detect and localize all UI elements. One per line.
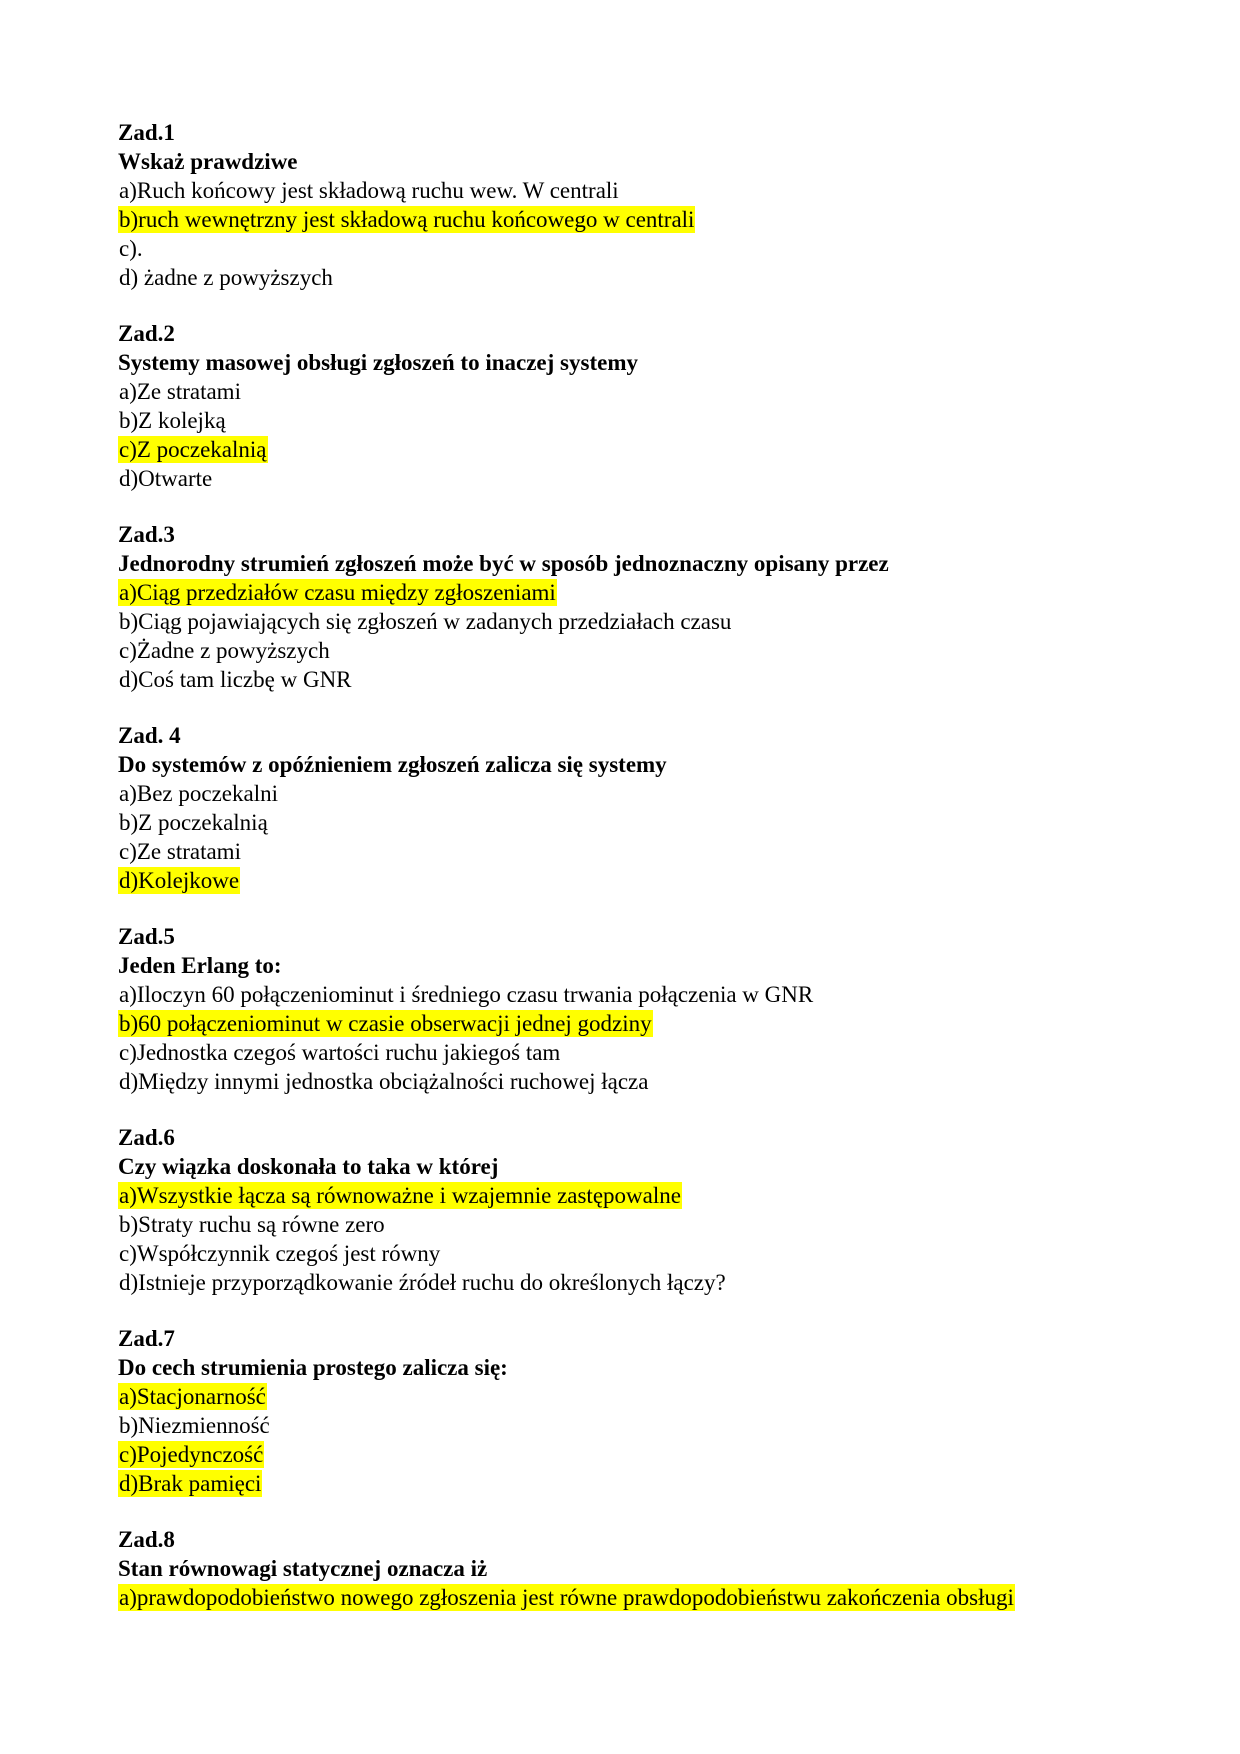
answer-option-highlighted (118, 435, 1118, 464)
question-block (118, 1123, 1118, 1297)
question-text: Do cech strumienia prostego zalicza się: (118, 1355, 508, 1380)
question-number: Zad.3 (118, 522, 175, 547)
answer-text: c)Współczynnik czegoś jest równy (119, 1241, 441, 1266)
answer-option (118, 607, 1118, 636)
answer-text: a)Iloczyn 60 połączeniominut i średniego czasu trwania połączenia w GNR (119, 982, 814, 1007)
answer-option (118, 1210, 1118, 1239)
question-number: Zad.1 (118, 120, 175, 145)
answer-option (118, 406, 1118, 435)
answer-option (118, 636, 1118, 665)
answer-text: d)Między innymi jednostka obciążalności ruchowej łącza (119, 1069, 649, 1094)
answer-text: b)60 połączeniominut w czasie obserwacji jednej godziny (119, 1011, 652, 1036)
answer-option (118, 980, 1118, 1009)
answer-text: a)prawdopodobieństwo nowego zgłoszenia jest równe prawdopodobieństwu zakończenia obsługi (119, 1585, 1014, 1610)
answer-text: d)Coś tam liczbę w GNR (119, 667, 352, 692)
answer-text: b)Z poczekalnią (119, 810, 268, 835)
answer-text: b)Ciąg pojawiających się zgłoszeń w zadanych przedziałach czasu (119, 609, 732, 634)
answer-option-highlighted (118, 1181, 1118, 1210)
question-block (118, 721, 1118, 895)
answer-text: a)Wszystkie łącza są równoważne i wzajemnie zastępowalne (119, 1183, 681, 1208)
answer-text: d)Istnieje przyporządkowanie źródeł ruchu do określonych łączy? (119, 1270, 726, 1295)
question-text: Jeden Erlang to: (118, 953, 282, 978)
answer-option-highlighted (118, 1382, 1118, 1411)
answer-text: c). (119, 236, 143, 261)
question-number: Zad.8 (118, 1527, 175, 1552)
question-block (118, 118, 1118, 292)
answer-text: a)Ze stratami (119, 379, 241, 404)
answer-text: d)Brak pamięci (119, 1471, 262, 1496)
answer-text: c)Ze stratami (119, 839, 241, 864)
answer-option (118, 1067, 1118, 1096)
answer-option-highlighted (118, 1469, 1118, 1498)
answer-text: a)Bez poczekalni (119, 781, 278, 806)
answer-option (118, 1038, 1118, 1067)
answer-option (118, 234, 1118, 263)
answer-option (118, 779, 1118, 808)
answer-text: b)Niezmienność (119, 1413, 270, 1438)
answer-text: d)Kolejkowe (119, 868, 240, 893)
answer-option (118, 1411, 1118, 1440)
question-block (118, 1324, 1118, 1498)
answer-option (118, 1268, 1118, 1297)
document-page (118, 118, 1118, 1639)
answer-option (118, 464, 1118, 493)
answer-option-highlighted (118, 1583, 1118, 1612)
answer-option-highlighted (118, 578, 1118, 607)
question-text: Wskaż prawdziwe (118, 149, 298, 174)
answer-text: b)ruch wewnętrzny jest składową ruchu końcowego w centrali (119, 207, 695, 232)
answer-text: a)Ruch końcowy jest składową ruchu wew. W centrali (119, 178, 619, 203)
question-text: Czy wiązka doskonała to taka w której (118, 1154, 499, 1179)
answer-option-highlighted (118, 866, 1118, 895)
question-number: Zad.7 (118, 1326, 175, 1351)
question-number: Zad.2 (118, 321, 175, 346)
answer-option-highlighted (118, 205, 1118, 234)
question-block (118, 1525, 1118, 1612)
answer-text: c)Z poczekalnią (119, 437, 267, 462)
answer-text: c)Żadne z powyższych (119, 638, 330, 663)
question-number: Zad.5 (118, 924, 175, 949)
answer-text: d)Otwarte (119, 466, 213, 491)
question-block (118, 922, 1118, 1096)
answer-text: b)Z kolejką (119, 408, 226, 433)
answer-option (118, 665, 1118, 694)
answer-text: d) żadne z powyższych (119, 265, 333, 290)
answer-text: c)Jednostka czegoś wartości ruchu jakiegoś tam (119, 1040, 561, 1065)
question-block (118, 319, 1118, 493)
question-text: Systemy masowej obsługi zgłoszeń to inaczej systemy (118, 350, 638, 375)
question-number: Zad. 4 (118, 723, 181, 748)
answer-text: c)Pojedynczość (119, 1442, 264, 1467)
answer-option (118, 1239, 1118, 1268)
question-text: Stan równowagi statycznej oznacza iż (118, 1556, 488, 1581)
answer-text: a)Ciąg przedziałów czasu między zgłoszeniami (119, 580, 556, 605)
answer-option (118, 837, 1118, 866)
answer-option (118, 808, 1118, 837)
question-text: Jednorodny strumień zgłoszeń może być w sposób jednoznaczny opisany przez (118, 551, 889, 576)
question-block (118, 520, 1118, 694)
answer-option-highlighted (118, 1440, 1118, 1469)
question-number: Zad.6 (118, 1125, 175, 1150)
question-text: Do systemów z opóźnieniem zgłoszeń zalicza się systemy (118, 752, 667, 777)
answer-option-highlighted (118, 1009, 1118, 1038)
answer-option (118, 176, 1118, 205)
answer-text: a)Stacjonarność (119, 1384, 266, 1409)
answer-option (118, 377, 1118, 406)
answer-text: b)Straty ruchu są równe zero (119, 1212, 385, 1237)
answer-option (118, 263, 1118, 292)
